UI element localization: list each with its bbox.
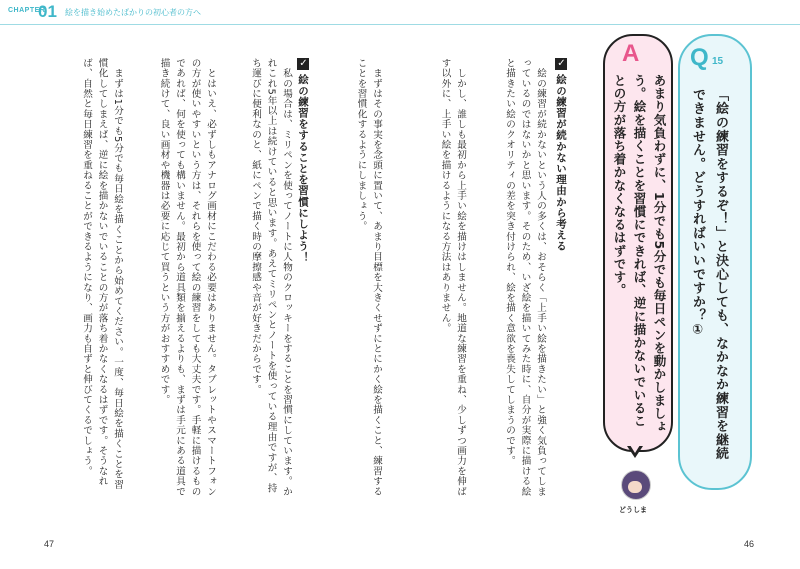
- question-badge: Q: [690, 44, 709, 71]
- section-heading-1-text: 絵の練習が続かない理由から考える: [555, 74, 567, 252]
- section1-paragraph-3: まずはその事実を念頭に置いて、あまり目標を大きくせずにとにかく絵を描くこと、練習することを習慣化するようにしましょう。: [355, 58, 382, 497]
- header-rule: [0, 24, 800, 25]
- question-text: 「絵の練習をするぞ！」と決心しても、なかなか練習を継続できません。どうすればいいですか？①: [690, 88, 728, 461]
- section1-paragraph-2: しかし、誰しも最初から上手い絵を描けはしません。地道な練習を重ね、少しずつ画力を伸ばす以外に、上手い絵を描けるようになる方法はありません。: [439, 58, 466, 497]
- checkbox-icon: ✓: [556, 58, 567, 70]
- section2-paragraph-2: とはいえ、必ずしもアナログ画材にこだわる必要はありません。タブレットやスマートフォンの方が使いやすいという方は、それらを使って絵の練習をしても大丈夫です。手軽に描けるものであれば、何を使っても構いません。最初から道具類を揃えるよりも、まずは手元にある道具で描き続けて、良い画材や機器は必要に応じて買うという方がおすすめです。: [158, 58, 216, 497]
- avatar-face: [628, 481, 642, 493]
- section1-paragraph-1: 絵の練習が続かないという人の多くは、おそらく「上手い絵を描きたい」と強く気負ってしまっているのではないかと思います。そのため、いざ絵を描いてみた時に、自分が実際に描ける絵と描きたい絵のクオリティの差を突き付けられ、絵を描く意欲を喪失してしまうのです。: [504, 58, 546, 497]
- section-heading-2-text: 絵の練習をすることを習慣にしよう！: [297, 74, 309, 263]
- page-number-left: 47: [44, 539, 55, 549]
- checkbox-icon-2: ✓: [298, 58, 309, 70]
- answer-text: あまり気負わずに、1分でも5分でも毎日ペンを動かしましょう。絵を描くことを習慣にできれば、逆に描かないでいることの方が落ち着かなくなるはずです。: [612, 74, 667, 434]
- section-heading-2: [296, 58, 311, 498]
- page-number-right: 46: [744, 539, 755, 549]
- chapter-header: [0, 0, 800, 26]
- section2-paragraph-1: 私の場合は、ミリペンを使ってノートに人物のクロッキーをすることを習慣にしています。かれこれ5年以上は続けていると思います。あえてミリペンとノートを使っている理由ですが、持ち運びに便利なのと、紙にペンで描く時の摩擦感や音が好きだからです。: [250, 58, 292, 497]
- speech-tail-fill: [630, 445, 640, 453]
- chapter-label: CHAPTER: [8, 7, 46, 14]
- chapter-title: 絵を描き始めたばかりの初心者の方へ: [65, 8, 201, 17]
- answer-badge: A: [622, 40, 640, 67]
- section2-paragraph-3: まずは1分でも5分でも毎日絵を描くことから始めてください。一度、毎日絵を描くことを習慣化してしまえば、逆に絵を描かないでいることの方が落ち着かなくなるはずです。そうなれば、自然と毎日練習を重ねることができるようになり、画力も自ずと伸びてくるでしょう。: [81, 58, 123, 490]
- question-number: 15: [712, 56, 724, 67]
- section-heading-1: [554, 58, 569, 498]
- author-name: どうしま: [619, 506, 647, 514]
- chapter-number: 01: [38, 2, 57, 21]
